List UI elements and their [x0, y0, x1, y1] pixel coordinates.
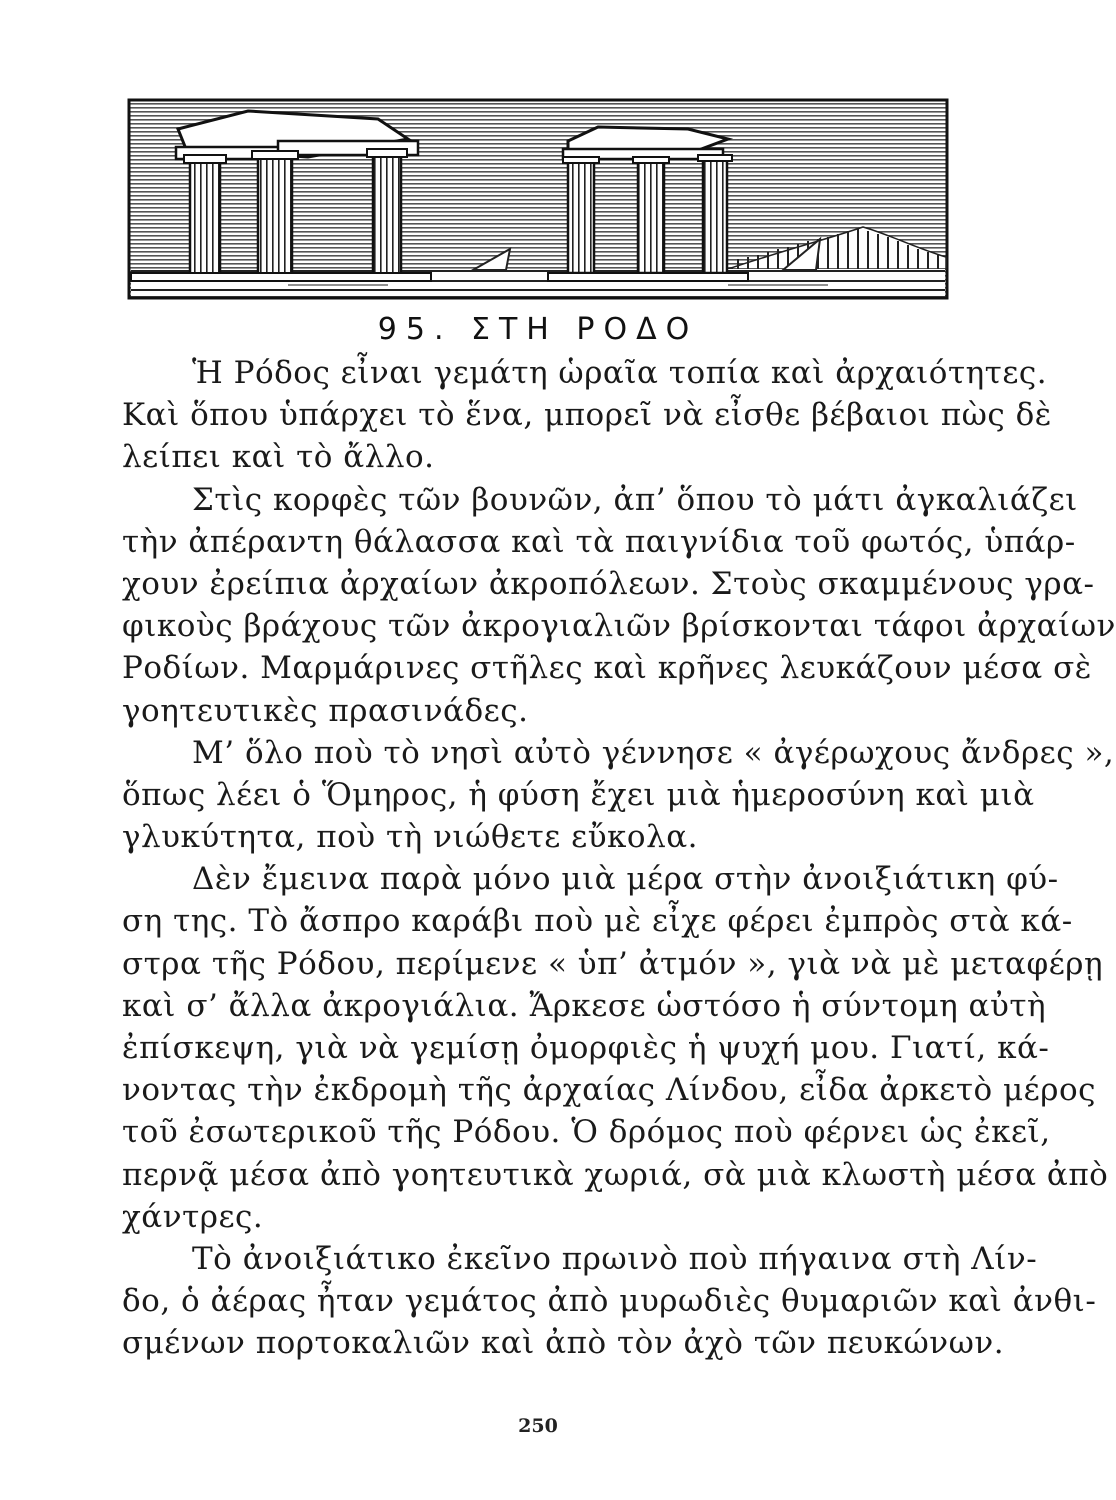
text-line: ὅπως λέει ὁ Ὅμηρος, ἡ φύση ἔχει μιὰ ἡμεροσύνη καὶ μιὰ — [122, 776, 1035, 813]
text-line: Ἡ Ρόδος εἶναι γεμάτη ὡραῖα τοπία καὶ ἀρχαιότητες. — [192, 355, 1048, 391]
chapter-title: 95. ΣΤΗ ΡΟΔΟ — [377, 312, 699, 347]
text-line: ἐπίσκεψη, γιὰ νὰ γεμίσῃ ὀμορφιὲς ἡ ψυχή μου. Γιατί, κά- — [122, 1030, 1050, 1066]
text-line: ση της. Τὸ ἄσπρο καράβι ποὺ μὲ εἶχε φέρει ἐμπρὸς στὰ κά- — [122, 903, 1073, 940]
text-line: Δὲν ἔμεινα παρὰ μόνο μιὰ μέρα στὴν ἀνοιξιάτικη φύ- — [192, 861, 1059, 898]
text-line: Στὶς κορφὲς τῶν βουνῶν, ἀπ’ ὅπου τὸ μάτι ἀγκαλιάζει — [192, 481, 1078, 518]
text-line: σμένων πορτοκαλιῶν καὶ ἀπὸ τὸν ἀχὸ τῶν πευκώνων. — [122, 1325, 1005, 1362]
text-line: Μ’ ὅλο ποὺ τὸ νησὶ αὐτὸ γέννησε « ἀγέρωχους ἄνδρες », — [192, 734, 1115, 771]
text-line: νοντας τὴν ἐκδρομὴ τῆς ἀρχαίας Λίνδου, εἶδα ἀρκετὸ μέρος — [122, 1072, 1096, 1109]
text-line: τὴν ἀπέραντη θάλασσα καὶ τὰ παιγνίδια τοῦ φωτός, ὑπάρ- — [122, 523, 1076, 560]
body-text — [122, 352, 1116, 1365]
text-line: καὶ σ’ ἄλλα ἀκρογιάλια. Ἄρκεσε ὡστόσο ἡ σύντομη αὐτὴ — [122, 987, 1047, 1024]
text-line: Ροδίων. Μαρμάρινες στῆλες καὶ κρῆνες λευκάζουν μέσα σὲ — [122, 650, 1092, 687]
text-line: περνᾷ μέσα ἀπὸ γοητευτικὰ χωριά, σὰ μιὰ κλωστὴ μέσα ἀπὸ — [122, 1156, 1109, 1193]
text-line: χάντρες. — [122, 1198, 264, 1235]
text-line: χουν ἐρείπια ἀρχαίων ἀκροπόλεων. Στοὺς σκαμμένους γρα- — [122, 565, 1095, 602]
text-line: Τὸ ἀνοιξιάτικο ἐκεῖνο πρωινὸ ποὺ πήγαινα στὴ Λίν- — [192, 1240, 1038, 1277]
page-number: 250 — [518, 1415, 558, 1437]
text-line: Καὶ ὅπου ὑπάρχει τὸ ἕνα, μπορεῖ νὰ εἶσθε βέβαιοι πὼς δὲ — [122, 397, 1052, 434]
header-illustration — [128, 99, 948, 299]
text-line: λείπει καὶ τὸ ἄλλο. — [122, 439, 435, 476]
text-line: δο, ὁ ἀέρας ἦταν γεμάτος ἀπὸ μυρωδιὲς θυμαριῶν καὶ ἀνθι- — [122, 1283, 1097, 1320]
text-line: γοητευτικὲς πρασινάδες. — [122, 692, 529, 729]
text-line: γλυκύτητα, ποὺ τὴ νιώθετε εὔκολα. — [122, 819, 699, 856]
text-line: στρα τῆς Ρόδου, περίμενε « ὑπ’ ἀτμόν », γιὰ νὰ μὲ μεταφέρῃ — [122, 945, 1104, 982]
text-line: φικοὺς βράχους τῶν ἀκρογιαλιῶν βρίσκονται τάφοι ἀρχαίων — [122, 608, 1116, 645]
ancient-temple-columns-seaside-icon — [128, 99, 948, 299]
text-line: τοῦ ἐσωτερικοῦ τῆς Ρόδου. Ὁ δρόμος ποὺ φέρνει ὡς ἐκεῖ, — [122, 1114, 1051, 1151]
